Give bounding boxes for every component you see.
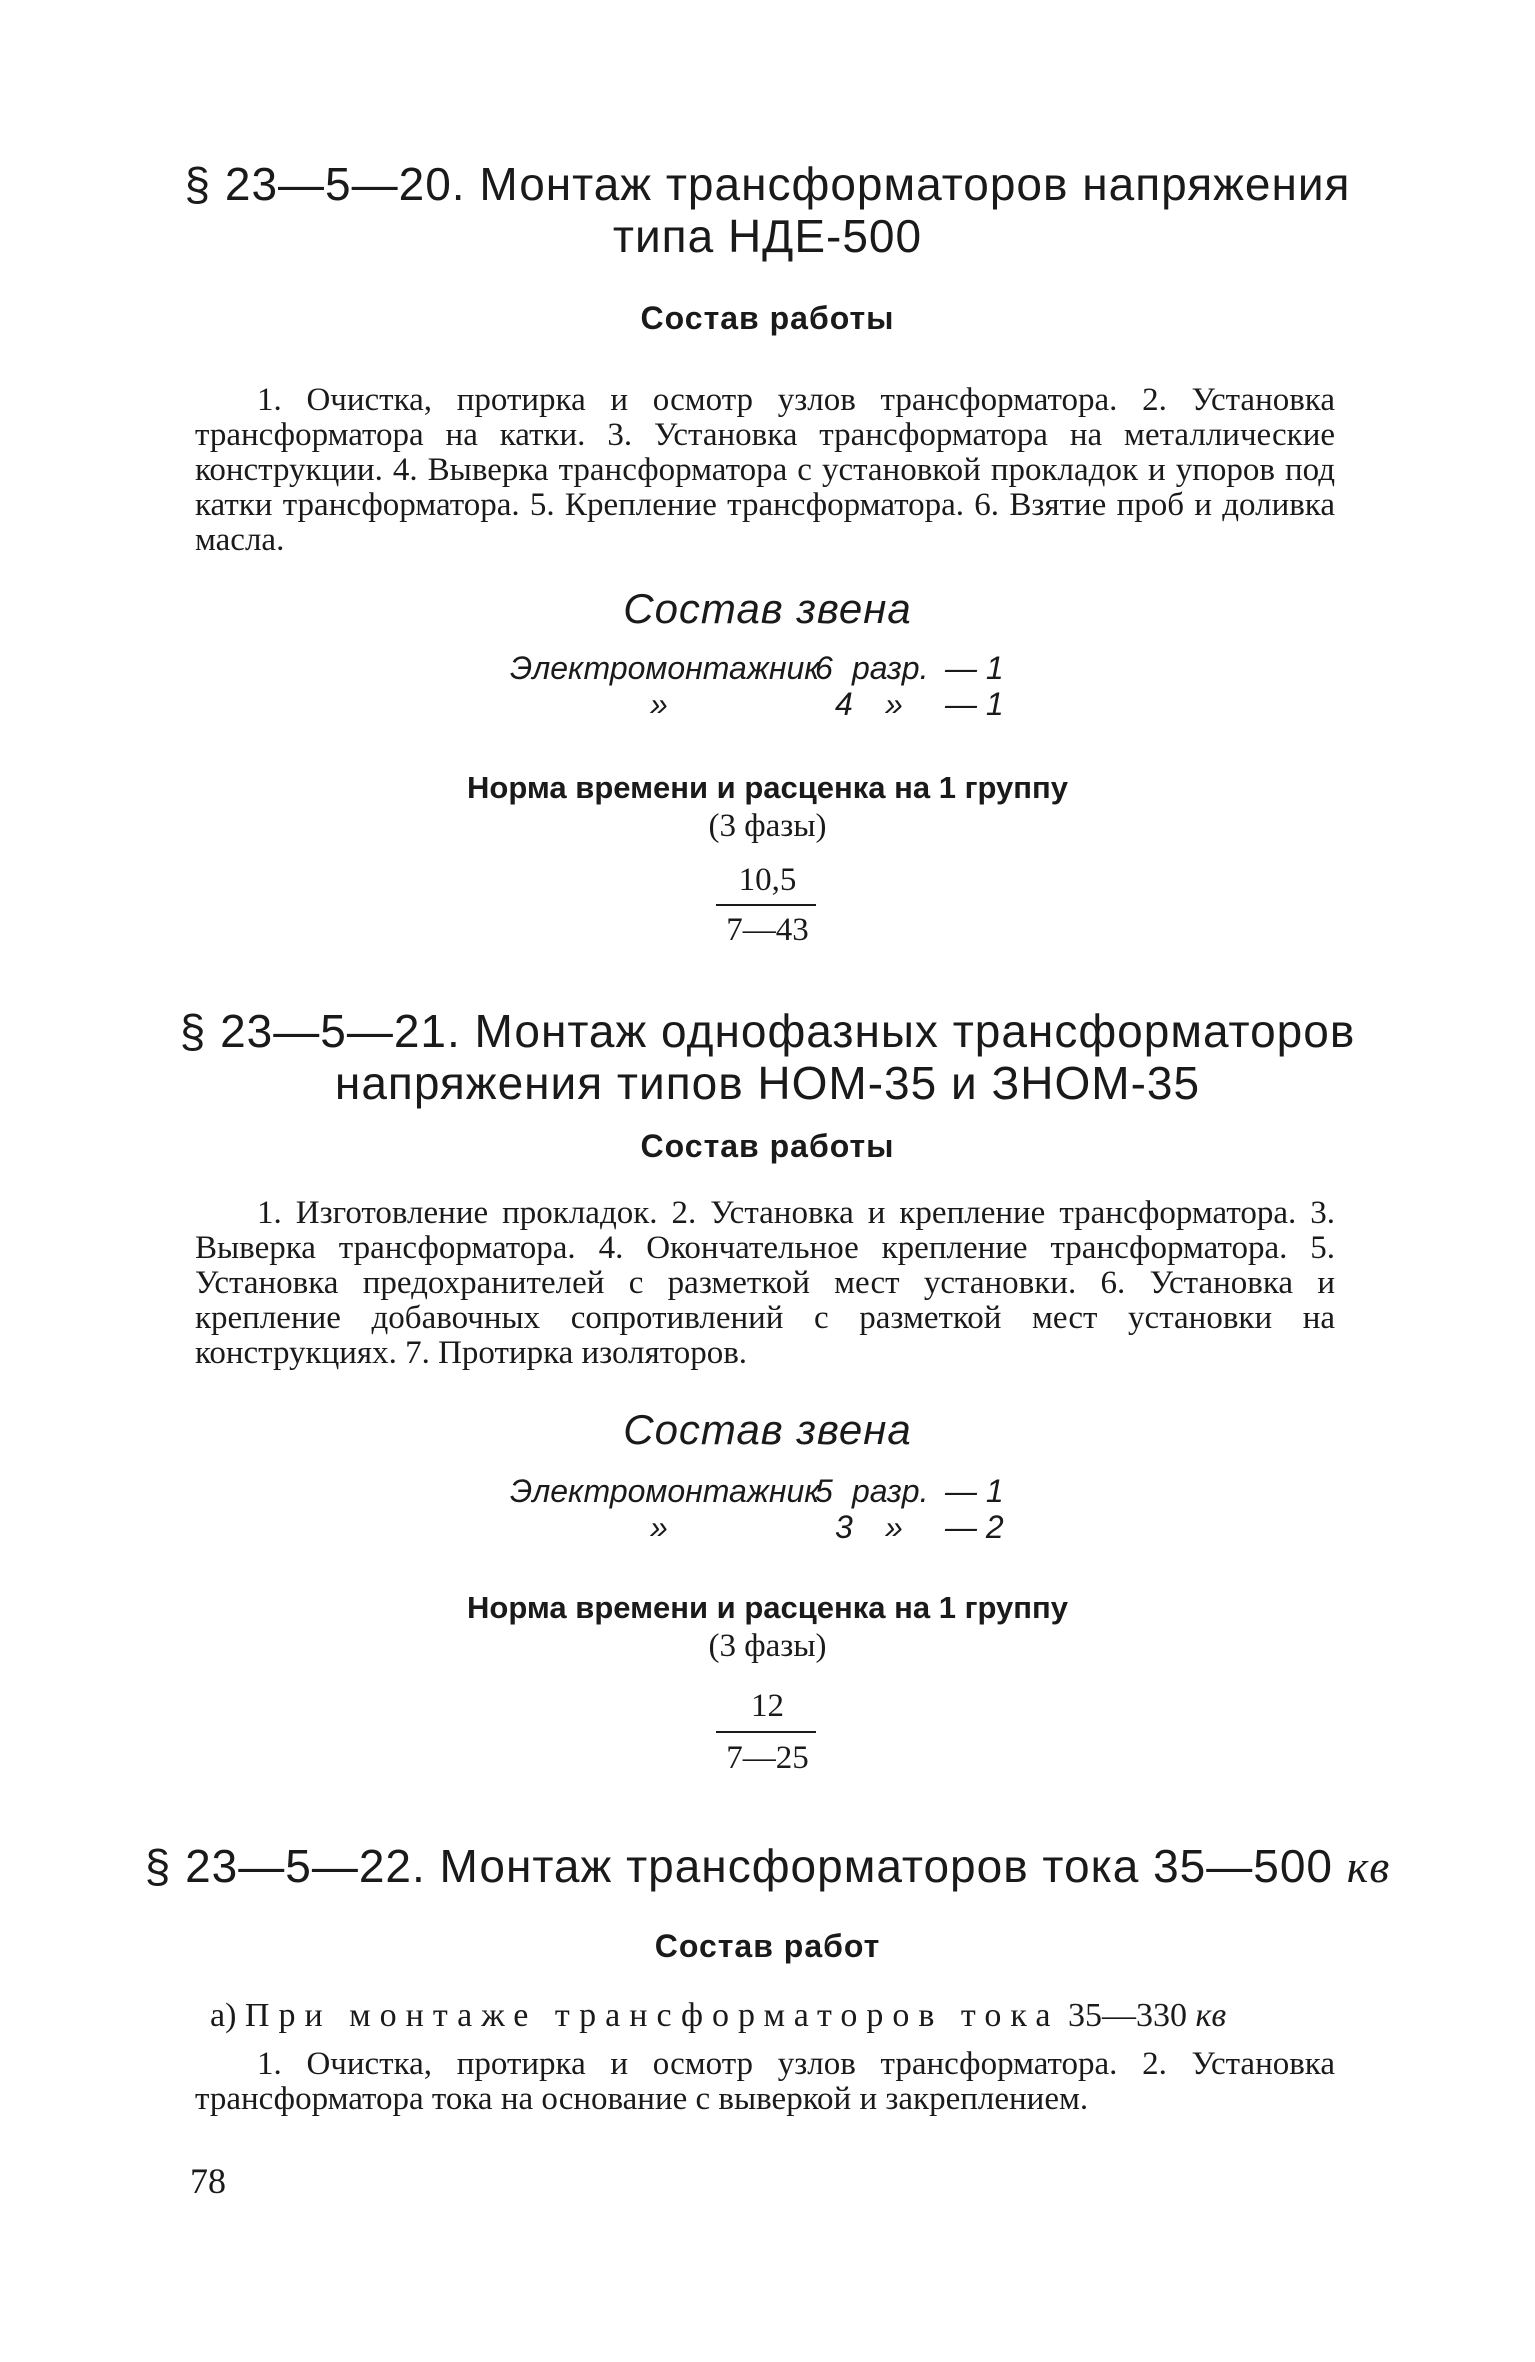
fraction-line	[716, 904, 816, 906]
section-20-title-line2: типа НДЕ-500	[612, 210, 923, 262]
section-20-phases: (3 фазы)	[708, 808, 827, 844]
crew-role: »	[650, 686, 668, 722]
crew-count: — 1	[945, 686, 1004, 722]
section-20-crew-heading: Состав звена	[623, 585, 912, 632]
crew-role: Электромонтажник	[510, 1473, 820, 1509]
section-21-norm-rate: 7—25	[726, 1740, 809, 1776]
crew-role: Электромонтажник	[510, 650, 820, 686]
section-21-phases: (3 фазы)	[708, 1628, 827, 1664]
section-22-title	[0, 1840, 1535, 1893]
crew-unit: разр.	[852, 650, 929, 686]
section-21-crew	[0, 1473, 1535, 1553]
subsection-range: 35—330	[1067, 1997, 1187, 2034]
section-20-work-heading: Состав работы	[640, 300, 895, 336]
section-20-title	[0, 158, 1535, 262]
section-21-norm-heading: Норма времени и расценка на 1 группу	[467, 1590, 1068, 1625]
crew-count: — 2	[945, 1509, 1004, 1545]
section-21-title-line2: напряжения типов НОМ-35 и ЗНОМ-35	[334, 1057, 1201, 1109]
crew-count: — 1	[945, 650, 1004, 686]
crew-count: — 1	[945, 1473, 1004, 1509]
crew-role: »	[650, 1509, 668, 1545]
section-21-work-text: 1. Изготовление прокладок. 2. Установка и крепление трансформатора. 3. Выверка трансформатора. 4. Окончательное крепление трансформатора. 5. Установка предохранителей с разметкой мест установки. 6. Установка и крепление добавочных сопротивлений с разметкой мест установки на конструкциях. 7. Протирка изоляторов.	[195, 1195, 1335, 1371]
crew-grade: 4	[835, 686, 853, 722]
fraction-line	[716, 1731, 816, 1733]
crew-unit: разр.	[852, 1473, 929, 1509]
section-20-title-line1: § 23—5—20. Монтаж трансформаторов напряжения	[184, 158, 1351, 210]
section-22-title-text: § 23—5—22. Монтаж трансформаторов тока 35—500	[144, 1840, 1333, 1892]
section-22-work-heading: Состав работ	[654, 1928, 881, 1964]
section-20-work-text: 1. Очистка, протирка и осмотр узлов трансформатора. 2. Установка трансформатора на катки. 3. Установка трансформатора на металлические конструкции. 4. Выверка трансформатора с установкой прокладок и упоров под катки трансформатора. 5. Крепление трансформатора. 6. Взятие проб и доливка масла.	[195, 382, 1335, 558]
section-20-norm-time: 10,5	[738, 862, 797, 898]
section-20-crew	[0, 650, 1535, 730]
crew-unit: »	[885, 686, 903, 722]
section-22-subsection	[210, 1997, 1226, 2035]
crew-unit: »	[885, 1509, 903, 1545]
section-20-norm-heading: Норма времени и расценка на 1 группу	[467, 770, 1068, 805]
subsection-prefix: а)	[210, 1997, 237, 2034]
section-21-title	[0, 1005, 1535, 1109]
section-21-norm-time: 12	[751, 1688, 784, 1724]
section-21-title-line1: § 23—5—21. Монтаж однофазных трансформаторов	[179, 1005, 1356, 1057]
page-number: 78	[190, 2161, 226, 2201]
section-20-norm-rate: 7—43	[726, 912, 809, 948]
crew-grade: 6	[815, 650, 833, 686]
subsection-unit: кв	[1195, 1997, 1227, 2034]
section-22-title-unit: кв	[1346, 1841, 1391, 1892]
subsection-title: При монтаже трансформаторов тока	[244, 1997, 1060, 2034]
crew-grade: 5	[815, 1473, 833, 1509]
section-21-crew-heading: Состав звена	[623, 1406, 912, 1453]
section-21-work-heading: Состав работы	[640, 1128, 895, 1164]
section-22-work-text: 1. Очистка, протирка и осмотр узлов трансформатора. 2. Установка трансформатора тока на основание с выверкой и закреплением.	[195, 2046, 1335, 2117]
crew-grade: 3	[835, 1509, 853, 1545]
